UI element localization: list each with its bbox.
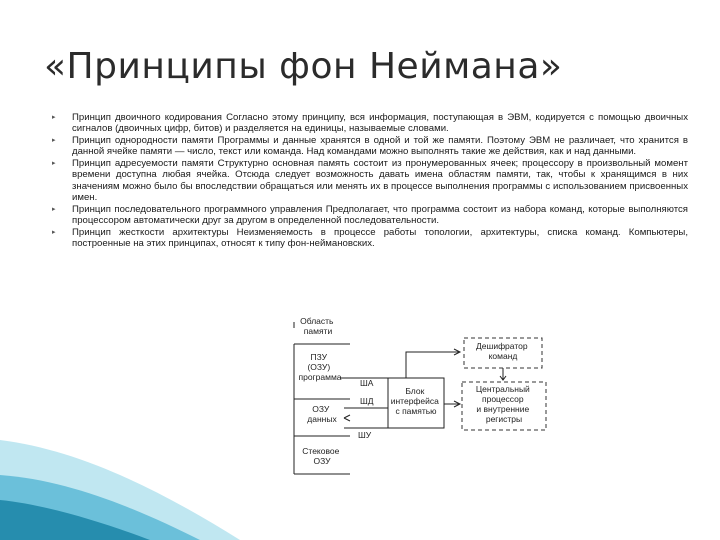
bullet-arrow-icon: ▸ bbox=[52, 114, 56, 121]
interface-to-decoder-line bbox=[406, 352, 460, 378]
data-bus-label: ШД bbox=[360, 396, 374, 406]
address-bus-label: ША bbox=[360, 378, 374, 388]
osu-block-label: ОЗУ данных bbox=[307, 404, 337, 424]
cpu-block-label: Центральный процессор и внутренние регистры bbox=[475, 384, 530, 424]
memory-area-label: Область памяти bbox=[300, 316, 334, 336]
principle-item bbox=[52, 227, 688, 249]
psu-block-label: ПЗУ (ОЗУ) программа bbox=[298, 352, 342, 382]
principle-text: Принцип жесткости архитектуры Неизменяемость в процессе работы топологии, архитектуры, списка команд. Компьютеры, построенные на этих принципах, относят к типу фон-неймановских. bbox=[72, 226, 688, 250]
bullet-arrow-icon: ▸ bbox=[52, 228, 56, 236]
decorative-wave bbox=[0, 420, 720, 540]
slide-title: «Принципы фон Неймана» bbox=[44, 46, 563, 87]
principle-item bbox=[52, 204, 688, 226]
bullet-arrow-icon: ▸ bbox=[52, 160, 56, 168]
decoder-block-label: Дешифратор команд bbox=[476, 341, 528, 361]
principle-text: Принцип двоичного кодирования Согласно этому принципу, вся информация, поступающая в ЭВМ, кодируется с помощью двоичных сигналов (двоичных цифр, битов) и разделяется на единицы, называемые словами. bbox=[72, 112, 688, 135]
principle-item bbox=[52, 135, 688, 157]
control-bus-label: ШУ bbox=[358, 430, 372, 440]
bullet-arrow-icon: ▸ bbox=[52, 205, 56, 213]
principles-list bbox=[52, 112, 688, 250]
bullet-arrow-icon: ▸ bbox=[52, 137, 56, 145]
stack-block-label: Стековое ОЗУ bbox=[302, 446, 340, 466]
principle-text: Принцип адресуемости памяти Структурно основная память состоит из пронумерованных ячеек; процессору в произвольный момент времени доступна любая ячейка. Отсюда следует возможность давать имена областям памяти, так, чтобы к хранящимся в них значениям можно было бы впоследствии обращаться или менять их в процессе выполнения программы с использованием присвоенных имен. bbox=[72, 158, 688, 203]
principle-item bbox=[52, 158, 688, 202]
principle-item bbox=[52, 112, 688, 134]
interface-block-label: Блок интерфейса с памятью bbox=[390, 386, 439, 416]
principle-text: Принцип последовательного программного управления Предполагает, что программа состоит из набора команд, которые выполняются процессором автоматически друг за другом в определенной последовательности. bbox=[72, 203, 688, 226]
principle-text: Принцип однородности памяти Программы и данные хранятся в одной и той же памяти. Поэтому ЭВМ не различает, что хранится в данной ячейке памяти — число, текст или команда. Над командами можно выполнять такие же действия, как и над данными. bbox=[72, 135, 688, 158]
